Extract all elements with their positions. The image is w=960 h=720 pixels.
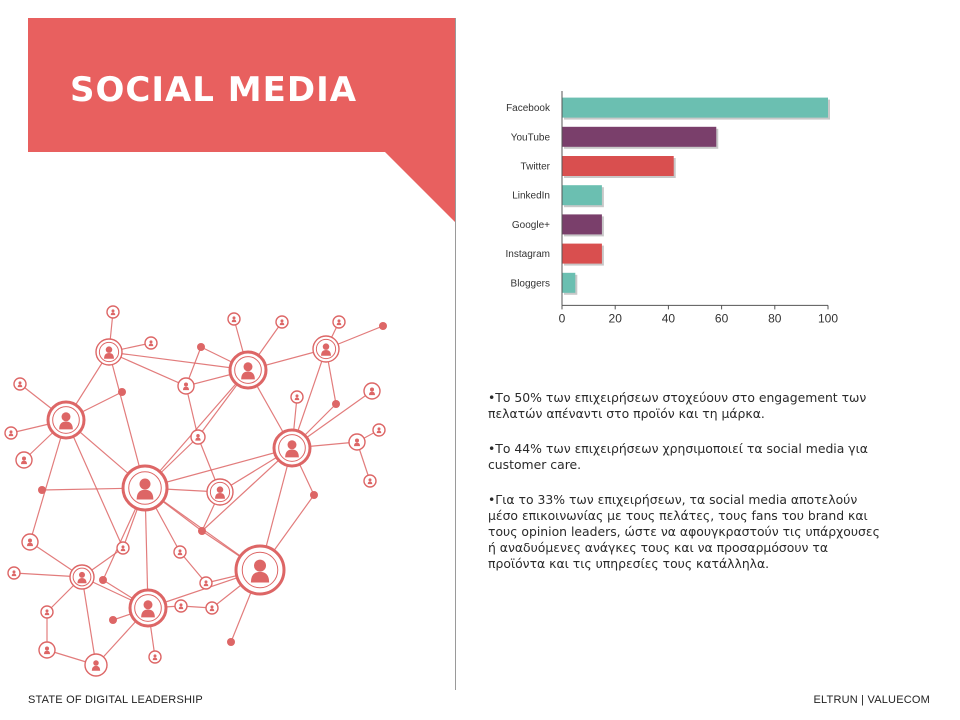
person-icon: [364, 383, 380, 399]
person-icon: [149, 651, 161, 663]
person-icon: [117, 542, 129, 554]
category-label: Facebook: [506, 103, 550, 115]
person-icon: [207, 479, 233, 505]
network-dot: [332, 400, 340, 408]
bar-fill: [562, 127, 716, 147]
person-icon: [333, 316, 345, 328]
person-icon: [145, 337, 157, 349]
network-connection: [82, 577, 96, 665]
category-label: Bloggers: [510, 278, 550, 290]
person-icon: [200, 577, 212, 589]
social-network-illustration: [0, 295, 440, 690]
bar-google: [562, 214, 604, 236]
x-tick-label: 60: [714, 311, 729, 325]
network-dot: [227, 638, 235, 646]
network-dot: [38, 486, 46, 494]
network-connection: [66, 420, 123, 548]
x-tick-label: 100: [817, 311, 839, 325]
bar-fill: [562, 156, 674, 176]
person-icon: [107, 306, 119, 318]
person-icon: [206, 602, 218, 614]
person-icon: [8, 567, 20, 579]
social-media-bar-chart: [490, 85, 860, 325]
bar-fill: [562, 185, 602, 205]
person-icon: [175, 600, 187, 612]
bullet-engagement: •Το 50% των επιχειρήσεων στοχεύουν στο engagement των πελατών απέναντι στο προϊόν και τη μάρκα.: [488, 390, 867, 421]
person-icon: [291, 391, 303, 403]
person-icon: [85, 654, 107, 676]
person-icon: [22, 534, 38, 550]
category-label: Instagram: [505, 249, 550, 261]
person-icon: [41, 606, 53, 618]
network-dot: [198, 527, 206, 535]
bar-twitter: [562, 156, 676, 178]
title-banner: [0, 0, 460, 230]
person-icon: [373, 424, 385, 436]
bullet-communication: •Για το 33% των επιχειρήσεων, τα social media αποτελούν μέσο επικοινωνίας με τους πελάτες, τους fans του brand και τους opinion leaders, ώστε να αφουγκραστούν τις υπάρχουσες ή αναδυόμενες ανάγκες τους και να προσαρμόσουν τα προϊόντα και τις υπηρεσίες τους κατάλληλα.: [488, 492, 880, 571]
x-tick-label: 80: [768, 311, 782, 325]
person-icon: [39, 642, 55, 658]
bar-youtube: [562, 127, 718, 149]
category-label: LinkedIn: [512, 190, 550, 202]
person-icon: [123, 466, 167, 510]
footer-publisher: ELTRUN | VALUECOM: [813, 694, 930, 706]
network-dot: [197, 343, 205, 351]
bullet-customer-care: •Το 44% των επιχειρήσεων χρησιμοποιεί τα social media για customer care.: [488, 441, 868, 472]
x-tick-label: 40: [661, 311, 676, 325]
person-icon: [191, 430, 205, 444]
x-tick-label: 20: [608, 311, 622, 325]
category-label: Google+: [511, 219, 550, 231]
person-icon: [178, 378, 194, 394]
footer-report-title: STATE OF DIGITAL LEADERSHIP: [28, 694, 203, 706]
bar-instagram: [562, 244, 604, 266]
network-dot: [310, 491, 318, 499]
bar-fill: [562, 244, 602, 264]
person-icon: [14, 378, 26, 390]
bar-fill: [562, 214, 602, 234]
person-icon: [5, 427, 17, 439]
person-icon: [96, 339, 122, 365]
network-dot: [379, 322, 387, 330]
bullet-list: [488, 390, 883, 591]
person-icon: [236, 546, 284, 594]
bar-linkedin: [562, 185, 604, 207]
person-icon: [16, 452, 32, 468]
person-icon: [274, 430, 310, 466]
network-dot: [99, 576, 107, 584]
person-icon: [228, 313, 240, 325]
network-dot: [109, 616, 117, 624]
page-title: SOCIAL MEDIA: [70, 70, 358, 110]
person-icon: [130, 590, 166, 626]
person-icon: [230, 352, 266, 388]
person-icon: [174, 546, 186, 558]
x-tick-label: 0: [558, 311, 566, 325]
bar-fill: [562, 273, 575, 293]
bar-facebook: [562, 98, 830, 120]
category-label: YouTube: [510, 132, 550, 144]
person-icon: [70, 565, 94, 589]
network-connections: [11, 312, 383, 665]
page-divider: [455, 18, 456, 690]
bar-fill: [562, 98, 828, 118]
person-icon: [364, 475, 376, 487]
person-icon: [48, 402, 84, 438]
bar-bloggers: [562, 273, 577, 295]
network-dot: [118, 388, 126, 396]
person-icon: [349, 434, 365, 450]
person-icon: [313, 336, 339, 362]
category-label: Twitter: [520, 161, 550, 173]
person-icon: [276, 316, 288, 328]
